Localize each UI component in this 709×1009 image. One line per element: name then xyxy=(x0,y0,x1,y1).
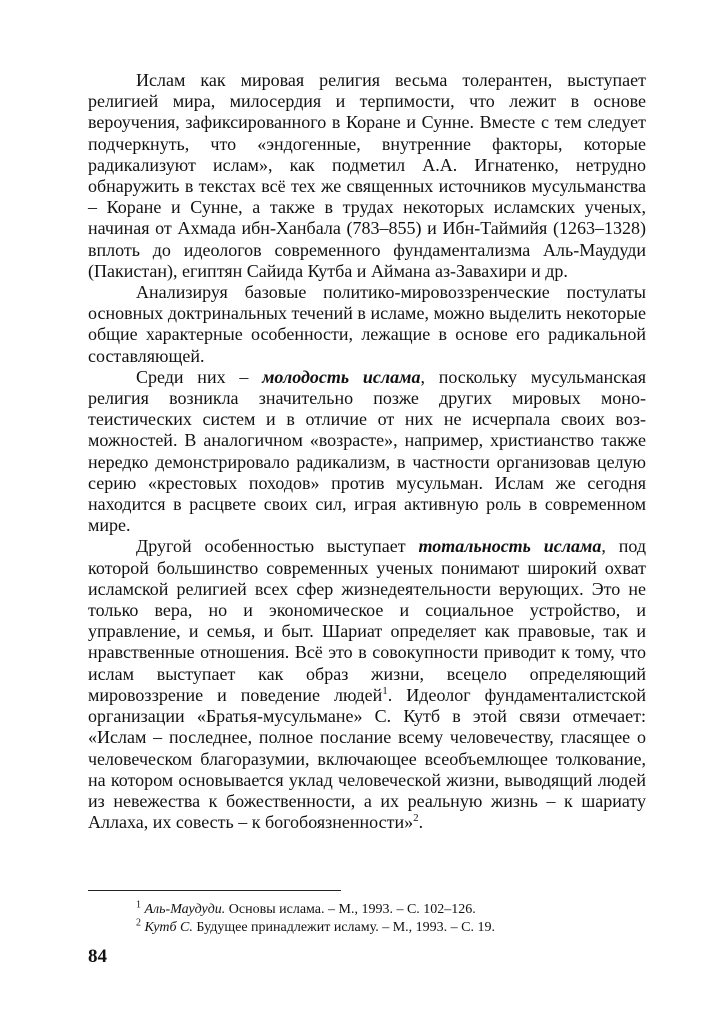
footnote-1-text: Основы ислама. – М., 1993. – С. 102–126. xyxy=(225,902,476,917)
page-body xyxy=(88,70,646,833)
paragraph-1: Ислам как мировая религия весьма толерантен, выступает религией мира, милосердия и терпимости, что лежит в основе вероучения, зафиксированного в Коране и Сунне. Вместе с тем следует подчеркнуть, что «эндогенные, внутренние факторы, которые радикализуют ислам», как подметил А.А. Игнатенко, нетрудно обнаружить в текстах всё тех же священных источников мусульманства – Коране и Сунне, а также в трудах некоторых исламских ученых, начиная от Ахмада ибн-Ханбала (783–855) и Ибн-Таймийя (1263–1328) вплоть до идеологов современного фундаментализма Аль-Маудуди (Пакистан), египтян Сайида Кутба и Аймана аз-Завахири и др. xyxy=(88,70,646,281)
footnote-1-mark: 1 xyxy=(136,899,141,911)
footnote-2 xyxy=(136,919,646,937)
footnotes xyxy=(136,901,646,937)
paragraph-4-end: . xyxy=(418,812,424,833)
paragraph-4 xyxy=(88,536,646,833)
page-number: 84 xyxy=(88,946,107,967)
paragraph-3 xyxy=(88,367,646,537)
paragraph-3-lead: Среди них – xyxy=(136,366,263,387)
footnote-ref-2[interactable]: 2 xyxy=(413,812,419,825)
paragraph-4-lead: Другой особенностью выступает xyxy=(136,536,419,557)
paragraph-4-quote: . Идеолог фундаменталистской организации «Братья-мусульмане» С. Кутб в этой связи отмечает: «Ислам – последнее, полное послание всему человечеству, гласящее о человеческом благоразумии, включающее всеобъемлющее толкование, на котором основывается уклад человеческой жизни, выводящий людей из невежества к божественности, а их реальную жизнь – к шариату Аллаха, их совесть – к богобоязненности» xyxy=(88,684,646,833)
term-totality-of-islam: тотальность ислама xyxy=(418,536,602,557)
footnote-2-mark: 2 xyxy=(136,917,141,929)
paragraph-2: Анализируя базовые политико-мировоззренческие постулаты основных доктринальных течений в исламе, можно выделить некоторые общие характерные особенности, лежащие в основе его радикальной составляющей. xyxy=(88,282,646,366)
footnote-2-author: Кутб С. xyxy=(144,920,193,935)
footnote-divider xyxy=(88,890,341,891)
paragraph-3-body: , поскольку мусульманская религия возникла значительно позже других мировых монотеистических систем и в отличие от них не исчерпала своих возможностей. В аналогичном «возрасте», например, христианство также нередко демонстрировало радикализм, в частности организовав целую серию «крестовых походов» против мусульман. Ислам же сегодня находится в расцвете своих сил, играя активную роль в современном мире. xyxy=(88,366,646,536)
footnote-1-author: Аль-Маудуди. xyxy=(144,902,226,917)
footnote-2-text: Будущее принадлежит исламу. – М., 1993. – С. 19. xyxy=(192,920,495,935)
term-youth-of-islam: молодость ислама xyxy=(262,366,421,387)
footnote-1 xyxy=(136,901,646,919)
paragraph-4-body: , под которой большинство современных ученых понимают широкий охват исламской религией всех сфер жизнедеятельности верующих. Это не только вера, но и экономическое и социальное устройство, и управление, и семья, и быт. Шариат определяет как правовые, так и нравственные отношения. Всё это в совокупности приводит к тому, что ислам выступает как образ жизни, всецело определяющий мировоззрение и поведение людей xyxy=(88,536,646,705)
footnote-ref-1[interactable]: 1 xyxy=(382,684,388,697)
